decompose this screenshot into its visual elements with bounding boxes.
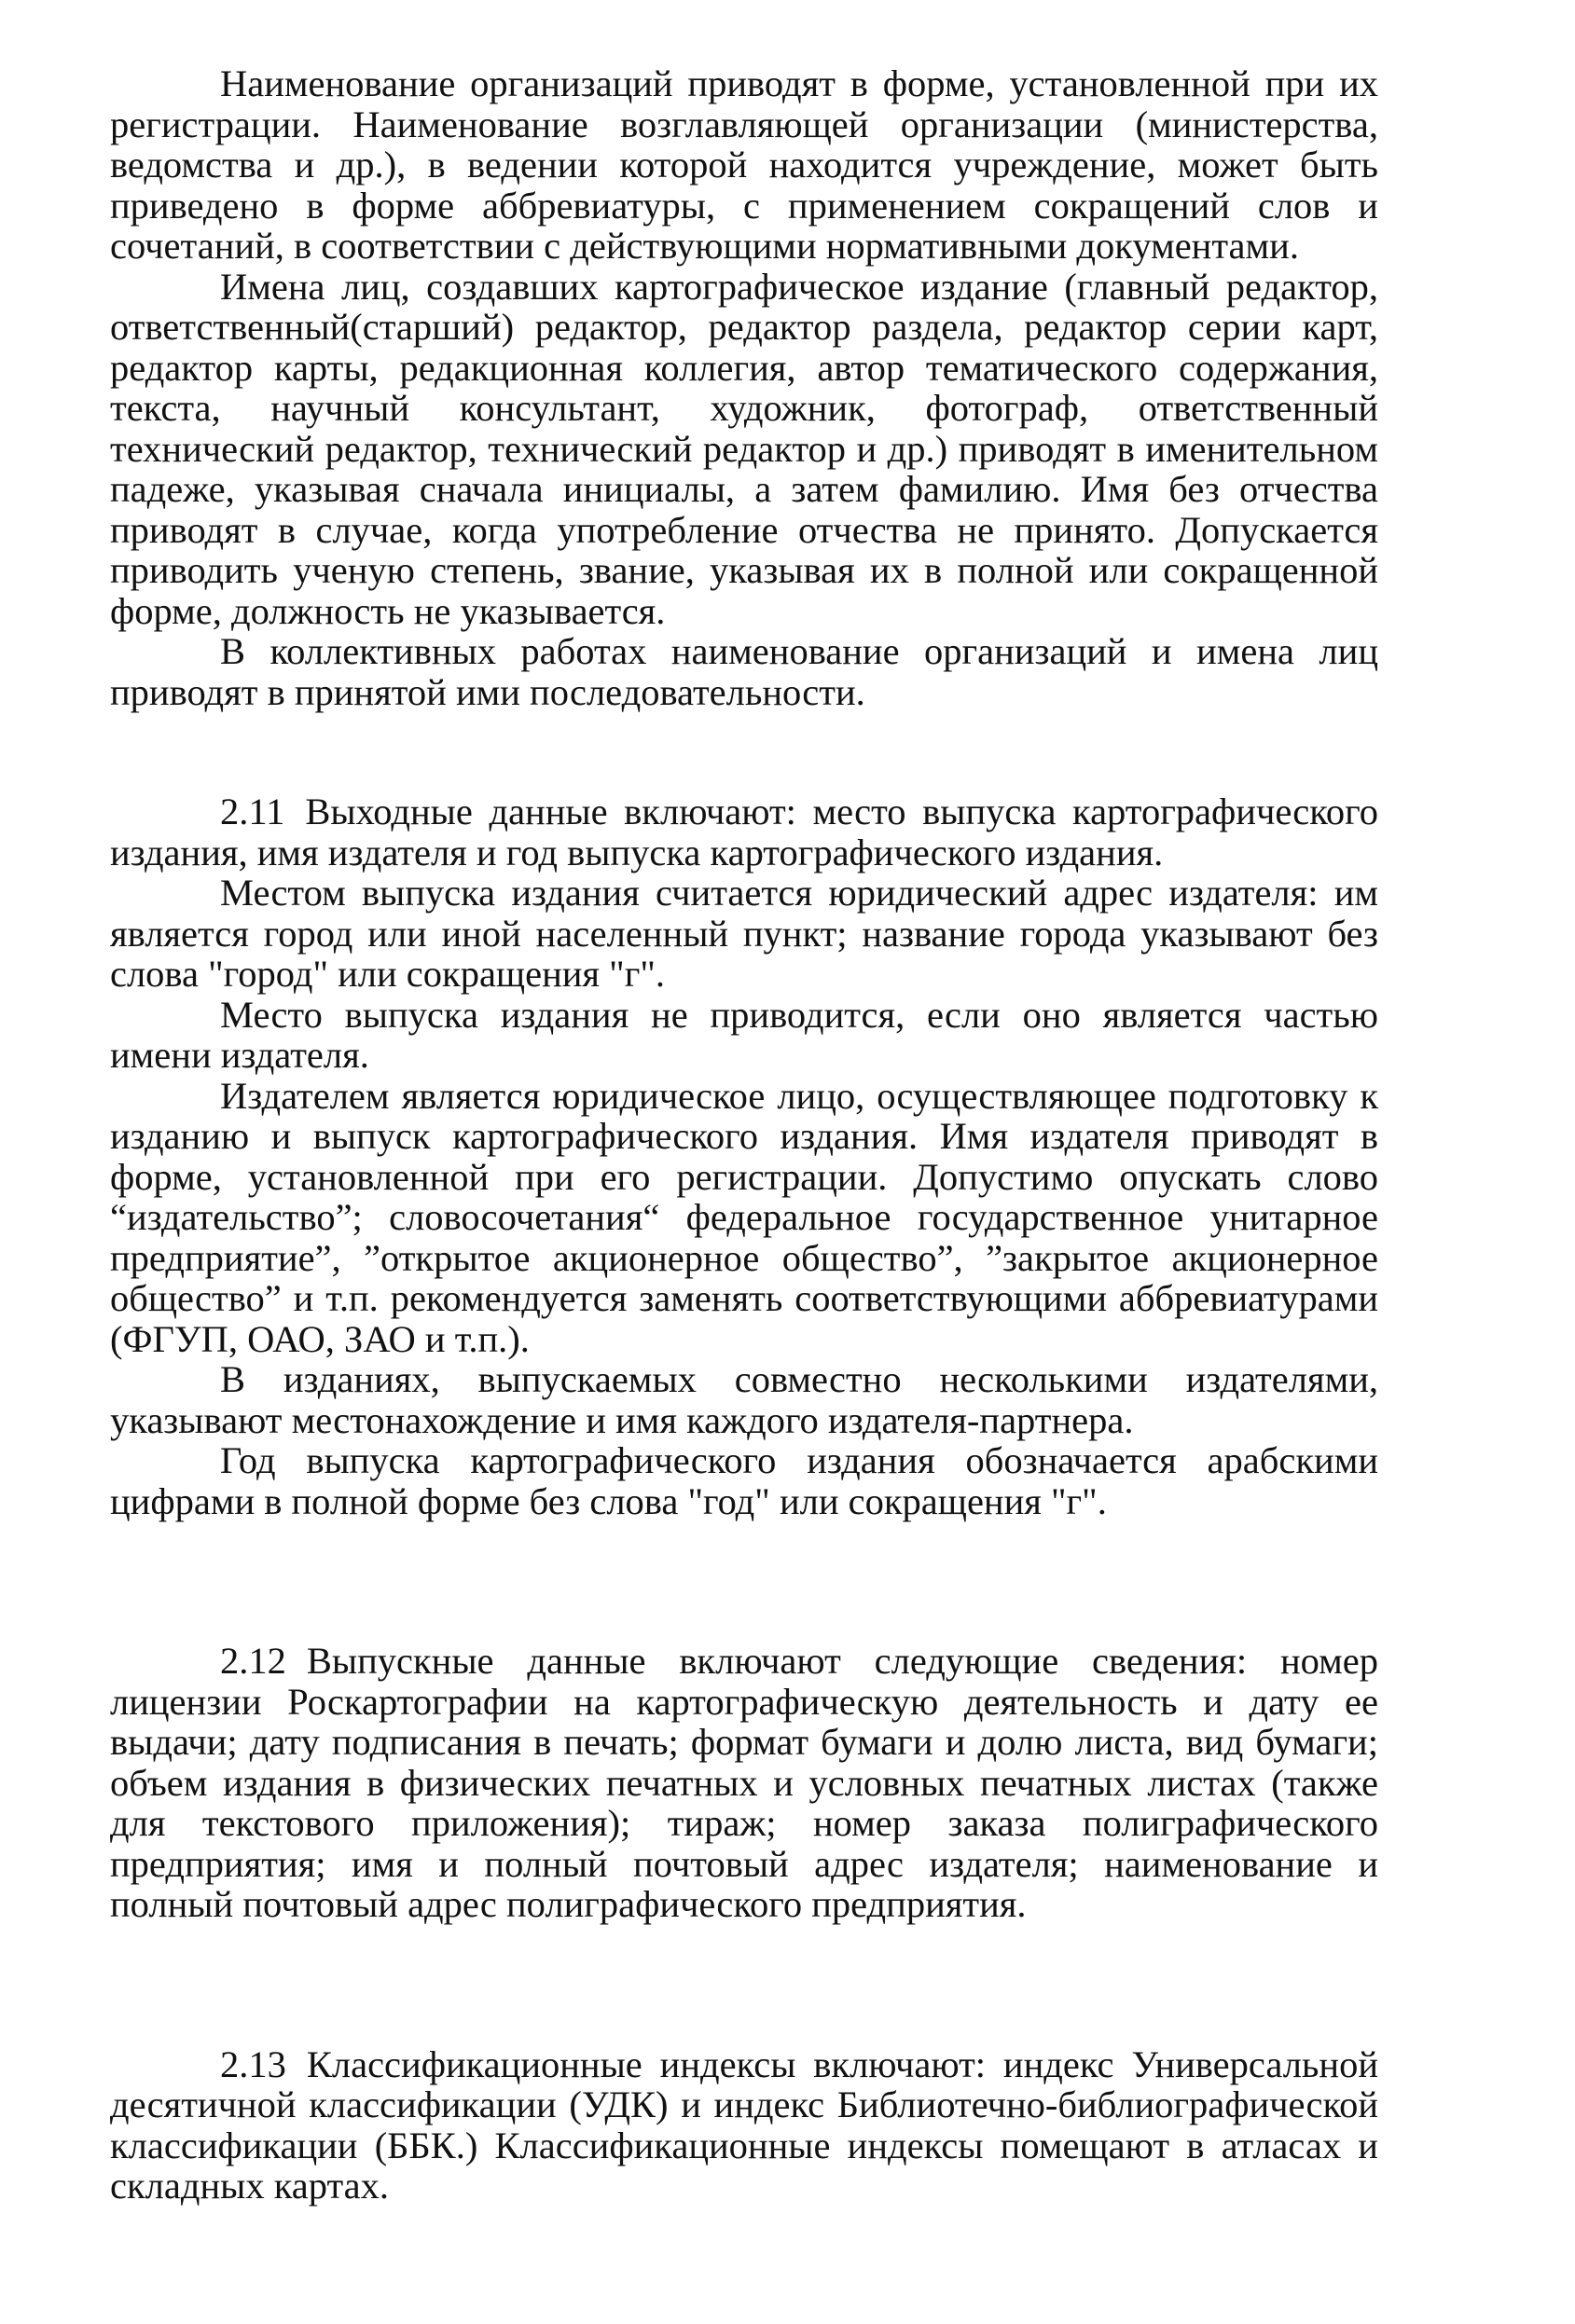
- section-2-11: [110, 791, 1378, 1521]
- paragraph-organization-names: Наименование организаций приводят в форме, установленной при их регистрации. Наименование возглавляющей организации (министерства, ведомства и др.), в ведении которой находится учреждение, может быть приведено в форме аббревиатуры, с применением сокращений слов и сочетаний, в соответствии с действующими нормативными документами.: [110, 62, 1378, 267]
- section-2-13-lead: [110, 2044, 1378, 2207]
- paragraph-place-not-given: Место выпуска издания не приводится, если оно является частью имени издателя.: [110, 993, 1378, 1076]
- paragraph-person-names: Имена лиц, создавших картографическое издание (главный редактор, ответственный(старший) редактор, редактор раздела, редактор серии карт, редактор карты, редакционная коллегия, автор тематического содержания, текста, научный консультант, художник, фотограф, ответственный технический редактор, технический редактор и др.) приводят в именительном падеже, указывая сначала инициалы, а затем фамилию. Имя без отчества приводят в случае, когда употребление отчества не принято. Допускается приводить ученую степень, звание, указывая их в полной или сокращенной форме, должность не указывается.: [110, 265, 1378, 632]
- section-lead-text: Выходные данные включают: место выпуска картографического издания, имя издателя и год выпуска картографического издания.: [110, 791, 1378, 873]
- section-2-13: [110, 2044, 1378, 2207]
- paragraph-publisher: Издателем является юридическое лицо, осуществляющее подготовку к изданию и выпуск картографического издания. Имя издателя приводят в форме, установленной при его регистрации. Допустимо опускать слово “издательство”; словосочетания“ федеральное государственное унитарное предприятие”, ”открытое акционерное общество”, ”закрытое акционерное общество” и т.п. рекомендуется заменять соответствующими аббревиатурами (ФГУП, ОАО, ЗАО и т.п.).: [110, 1074, 1378, 1360]
- section-2-12: [110, 1641, 1378, 1925]
- paragraph-collective-works: В коллективных работах наименование организаций и имена лиц приводят в принятой ими последовательности.: [110, 630, 1378, 713]
- intro-block: [110, 63, 1378, 712]
- paragraph-joint-publishers: В изданиях, выпускаемых совместно несколькими издателями, указывают местонахождение и имя каждого издателя-партнера.: [110, 1358, 1378, 1441]
- section-lead-text: Выпускные данные включают следующие сведения: номер лицензии Роскартографии на картографическую деятельность и дату ее выдачи; дату подписания в печать; формат бумаги и долю листа, вид бумаги; объем издания в физических печатных и условных печатных листах (также для текстового приложения); тираж; номер заказа полиграфического предприятия; имя и полный почтовый адрес издателя; наименование и полный почтовый адрес полиграфического предприятия.: [110, 1640, 1378, 1925]
- section-2-11-lead: [110, 791, 1378, 873]
- section-number: 2.11: [220, 791, 285, 832]
- section-lead-text: Классификационные индексы включают: индекс Универсальной десятичной классификации (УДК) и индекс Библиотечно-библиографической классификации (ББК.) Классификационные индексы помещают в атласах и складных картах.: [110, 2042, 1378, 2207]
- paragraph-place-of-release: Местом выпуска издания считается юридический адрес издателя: им является город или иной населенный пункт; название города указывают без слова "город" или сокращения "г".: [110, 872, 1378, 995]
- document-page: [110, 63, 1378, 2207]
- section-2-12-lead: [110, 1641, 1378, 1925]
- section-number: 2.13: [220, 2042, 286, 2085]
- paragraph-year-of-release: Год выпуска картографического издания обозначается арабскими цифрами в полной форме без слова "год" или сокращения "г".: [110, 1439, 1378, 1522]
- section-number: 2.12: [220, 1640, 286, 1682]
